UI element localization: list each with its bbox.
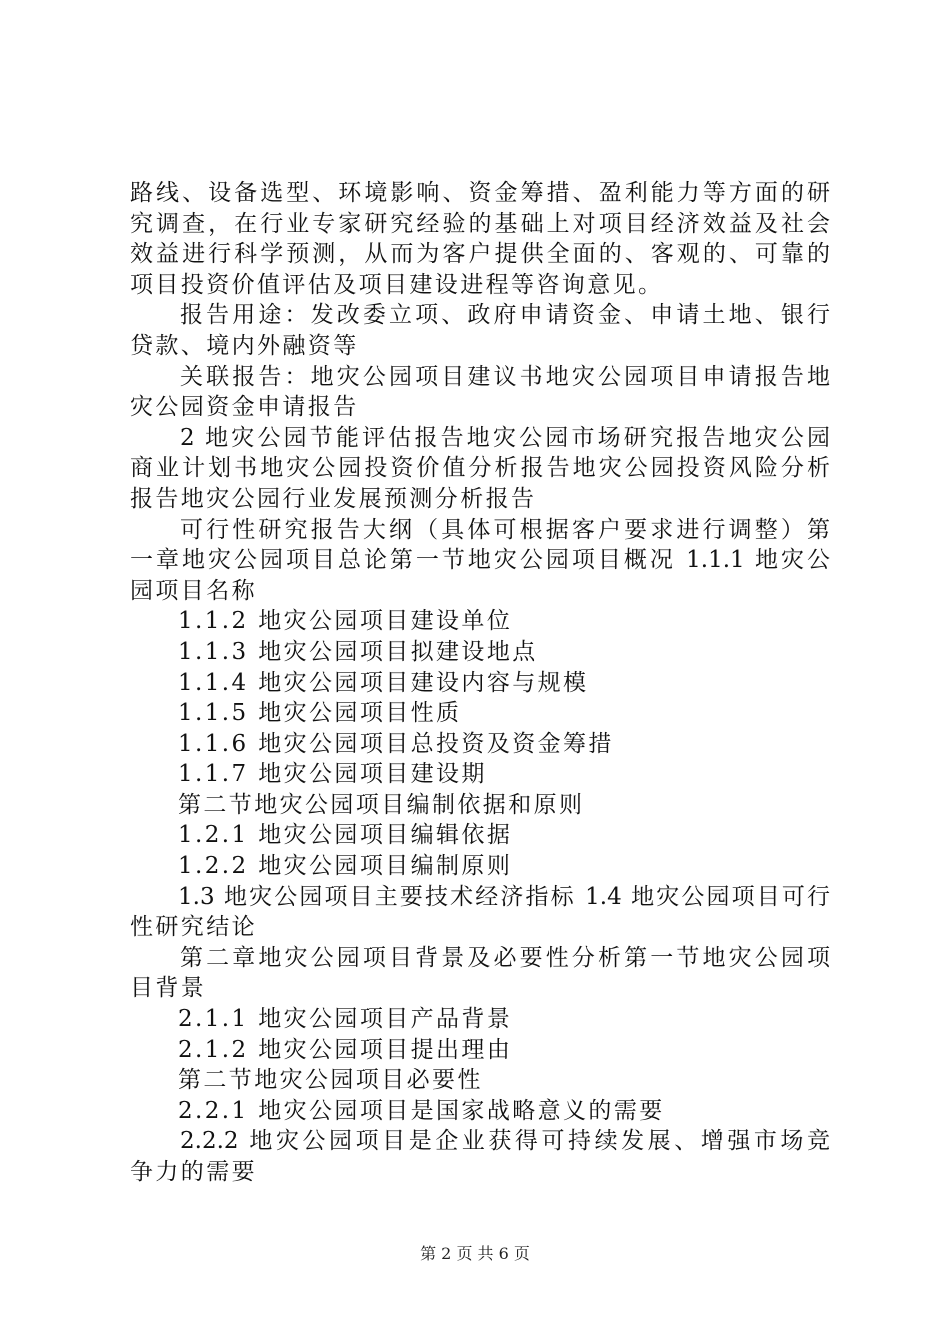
paragraph-line: 究调查，在行业专家研究经验的基础上对项目经济效益及社会 <box>130 210 830 237</box>
paragraph-line: 可行性研究报告大纲（具体可根据客户要求进行调整）第 <box>180 516 830 543</box>
paragraph-line: 报告地灾公园行业发展预测分析报告 <box>130 485 537 512</box>
paragraph-line: 第二章地灾公园项目背景及必要性分析第一节地灾公园项 <box>180 944 830 971</box>
outline-item: 2.2.1 地灾公园项目是国家战略意义的需要 <box>178 1097 665 1124</box>
paragraph-line: 灾公园资金申请报告 <box>130 394 359 421</box>
paragraph-line: 2.2.2 地灾公园项目是企业获得可持续发展、增强市场竞 <box>180 1128 830 1155</box>
paragraph-line: 性研究结论 <box>130 914 257 941</box>
page-number-footer: 第 2 页 共 6 页 <box>420 1244 530 1263</box>
paragraph-line: 项目投资价值评估及项目建设进程等咨询意见。 <box>130 271 664 298</box>
paragraph-line: 关联报告：地灾公园项目建议书地灾公园项目申请报告地 <box>180 363 830 390</box>
paragraph-line: 贷款、境内外融资等 <box>130 332 359 359</box>
outline-item: 2.1.2 地灾公园项目提出理由 <box>178 1036 513 1063</box>
paragraph-line: 报告用途：发改委立项、政府申请资金、申请土地、银行 <box>180 302 830 329</box>
outline-item: 1.2.1 地灾公园项目编辑依据 <box>178 822 513 849</box>
paragraph-line: 路线、设备选型、环境影响、资金筹措、盈利能力等方面的研 <box>130 180 830 206</box>
outline-item: 1.1.2 地灾公园项目建设单位 <box>178 608 513 635</box>
outline-item: 1.1.7 地灾公园项目建设期 <box>178 761 487 788</box>
paragraph-line: 一章地灾公园项目总论第一节地灾公园项目概况 1.1.1 地灾公 <box>130 547 830 574</box>
outline-heading: 第二节地灾公园项目必要性 <box>178 1067 483 1094</box>
paragraph-line: 1.3 地灾公园项目主要技术经济指标 1.4 地灾公园项目可行 <box>178 883 830 910</box>
outline-item: 1.1.6 地灾公园项目总投资及资金筹措 <box>178 730 614 757</box>
outline-item: 1.2.2 地灾公园项目编制原则 <box>178 853 513 880</box>
document-body <box>130 178 830 1188</box>
outline-item: 1.1.4 地灾公园项目建设内容与规模 <box>178 669 589 696</box>
paragraph-line: 争力的需要 <box>130 1159 257 1185</box>
outline-item: 2.1.1 地灾公园项目产品背景 <box>178 1006 513 1033</box>
paragraph-line: 2 地灾公园节能评估报告地灾公园市场研究报告地灾公园 <box>180 424 830 451</box>
paragraph-line: 园项目名称 <box>130 577 257 604</box>
outline-heading: 第二节地灾公园项目编制依据和原则 <box>178 791 585 818</box>
outline-item: 1.1.3 地灾公园项目拟建设地点 <box>178 638 538 665</box>
paragraph-line: 目背景 <box>130 975 207 1002</box>
paragraph-line: 商业计划书地灾公园投资价值分析报告地灾公园投资风险分析 <box>130 455 830 482</box>
outline-item: 1.1.5 地灾公园项目性质 <box>178 700 462 727</box>
paragraph-line: 效益进行科学预测，从而为客户提供全面的、客观的、可靠的 <box>130 241 830 268</box>
